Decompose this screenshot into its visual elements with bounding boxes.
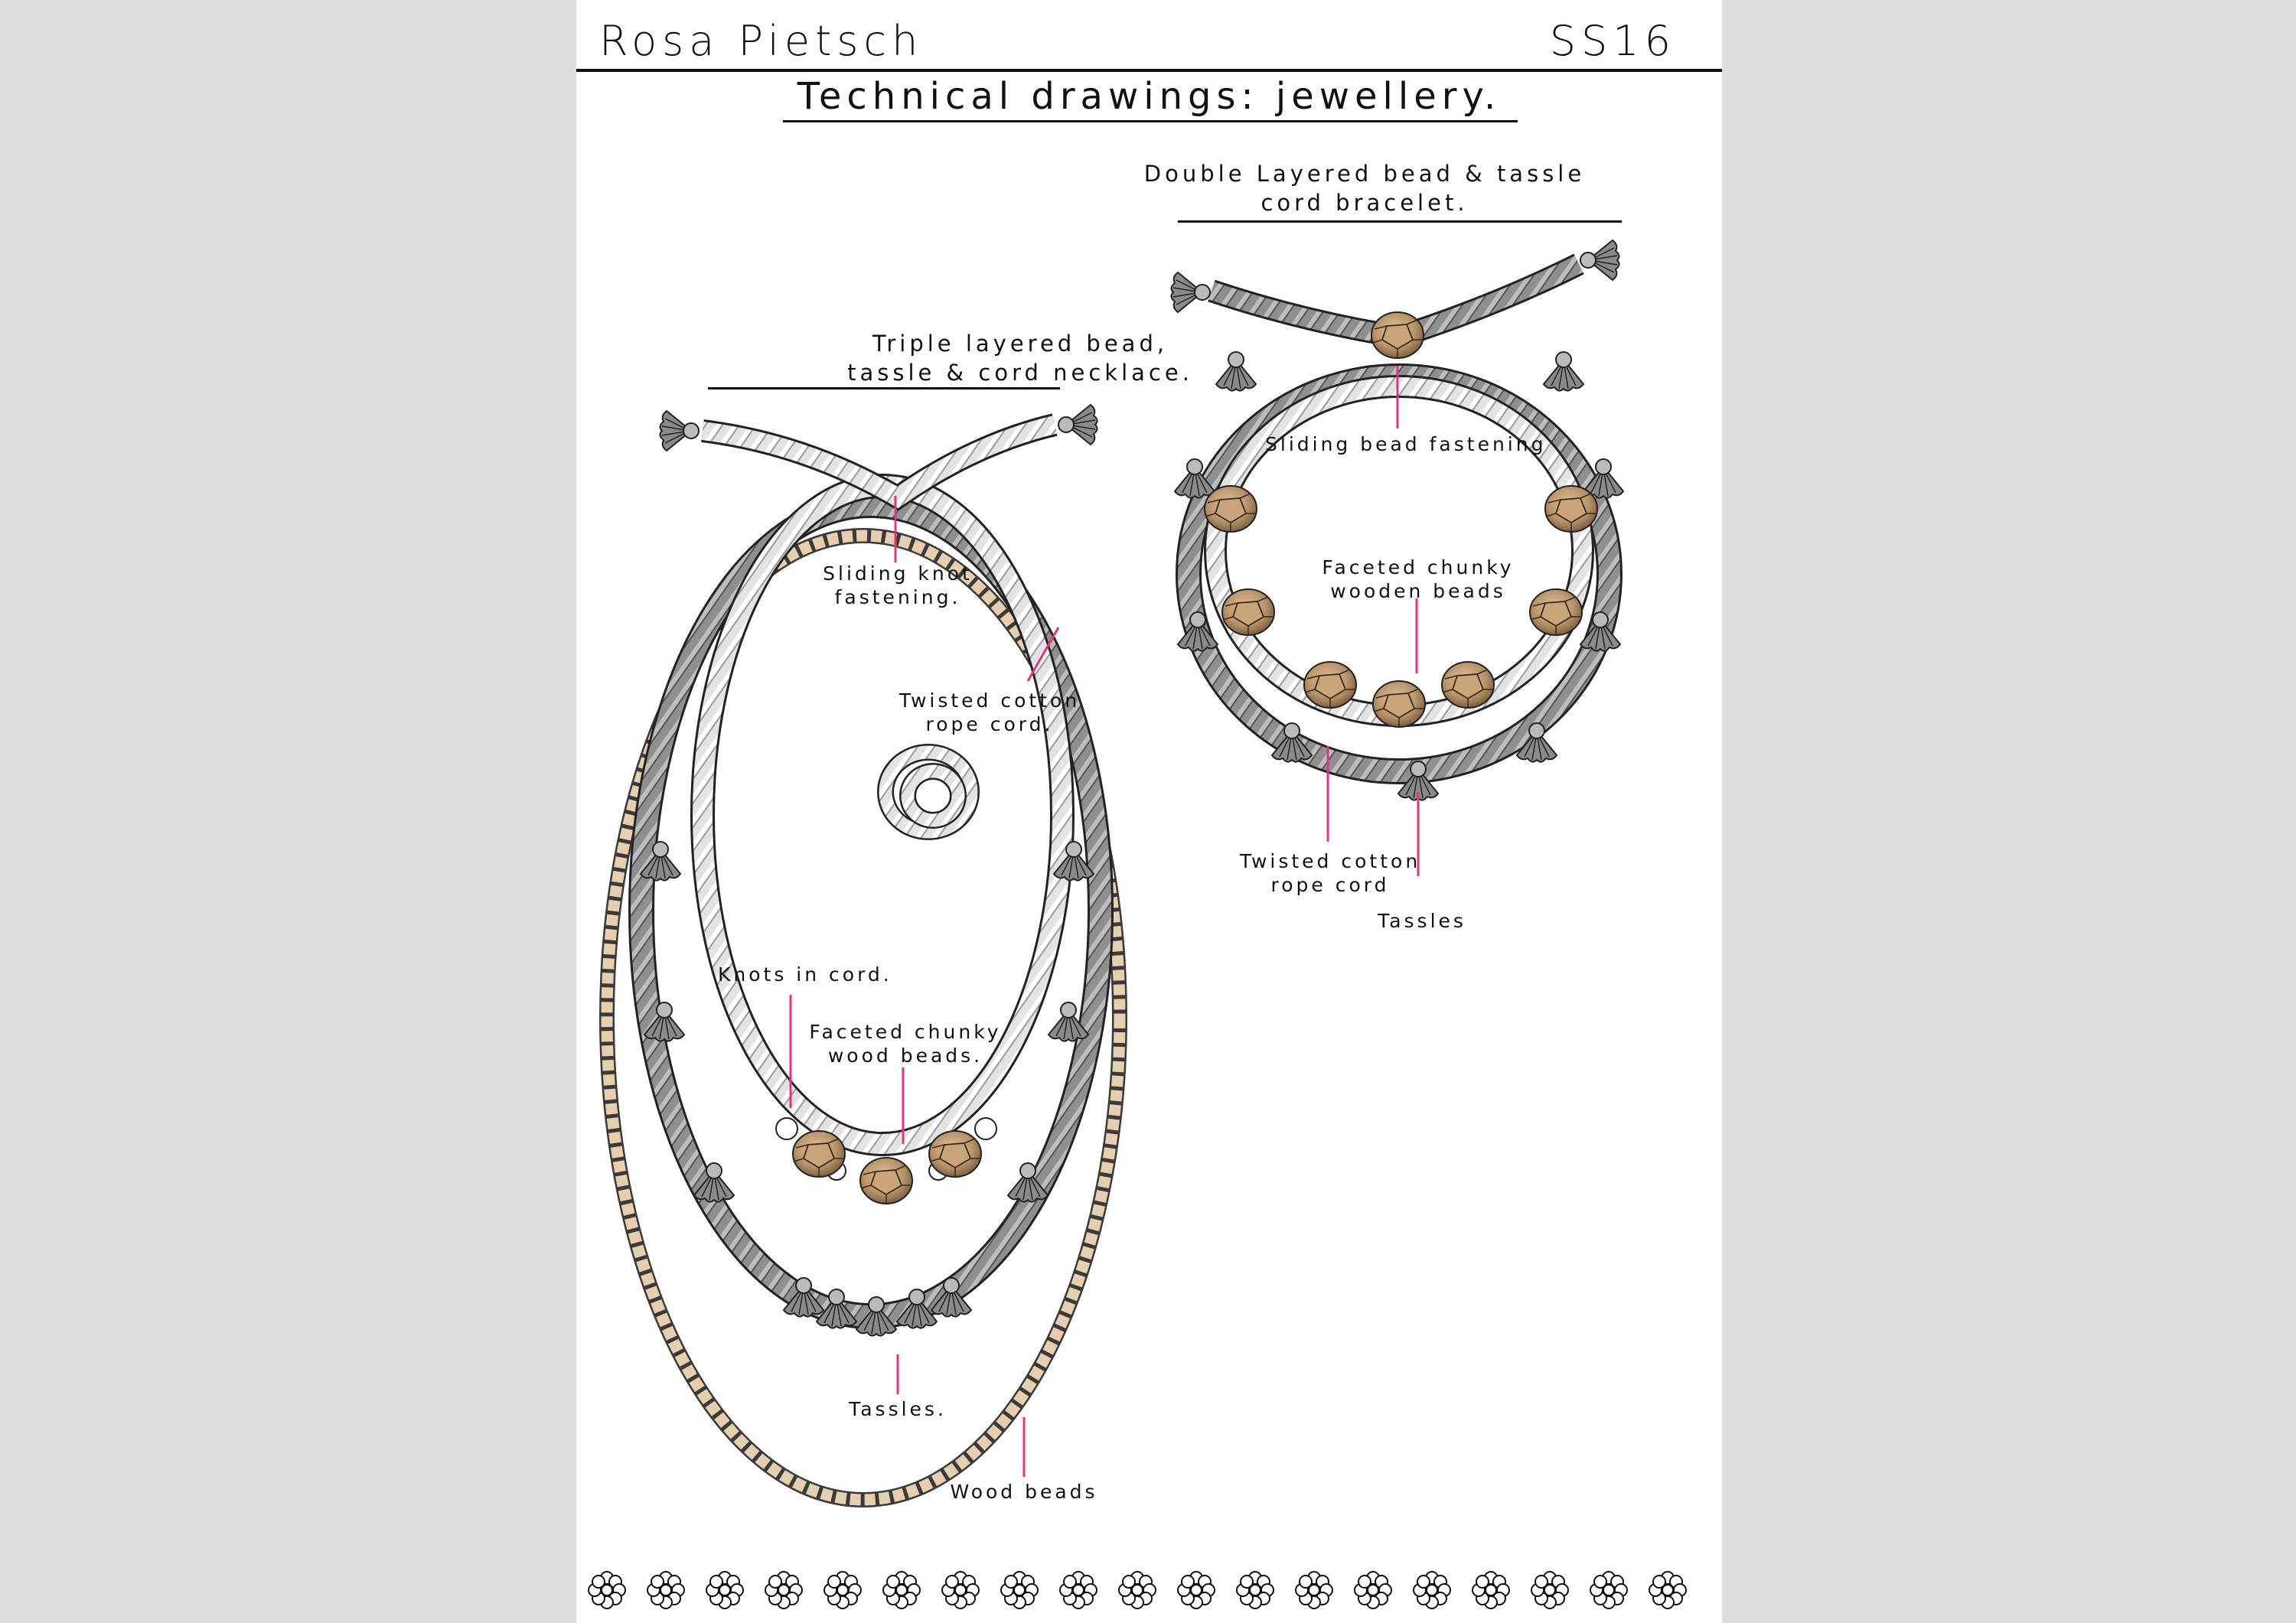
label-faceted-necklace-line2: wood beads. (827, 1045, 983, 1067)
bracelet-end-tassel-right (1580, 240, 1619, 280)
label-sliding-knot-line1: Sliding knot (823, 562, 973, 585)
bracelet-end-tassel-left (1171, 272, 1210, 312)
label-faceted-necklace-line1: Faceted chunky (809, 1021, 1002, 1043)
label-sliding-knot-line2: fastening. (834, 586, 961, 608)
necklace-knot-ends (703, 425, 1055, 497)
label-tassles-bracelet: Tassles (1378, 910, 1466, 932)
label-faceted-necklace (806, 1020, 1005, 1067)
label-knots-in-cord: Knots in cord. (718, 963, 892, 986)
page-title: Technical drawings: jewellery. (797, 75, 1502, 118)
bracelet-heading-line2: cord bracelet. (1261, 190, 1469, 216)
label-twisted-cord-bracelet-line2: rope cord (1270, 874, 1390, 896)
necklace-end-tassel-right (1058, 405, 1097, 445)
label-faceted-bracelet-line1: Faceted chunky (1322, 556, 1515, 578)
label-faceted-bracelet-line2: wooden beads (1330, 580, 1506, 602)
label-twisted-cord-necklace-line1: Twisted cotton (899, 689, 1081, 712)
necklace-end-tassel-left (660, 411, 699, 451)
label-twisted-cord-necklace (890, 689, 1089, 736)
necklace-heading-line2: tassle & cord necklace. (847, 360, 1193, 386)
label-sliding-bead: Sliding bead fastening (1265, 433, 1547, 455)
label-faceted-bracelet (1311, 556, 1525, 603)
necklace-heading-line1: Triple layered bead, (872, 331, 1169, 357)
header-author: Rosa Pietsch (599, 17, 924, 65)
label-twisted-cord-necklace-line2: rope cord. (925, 713, 1054, 735)
label-sliding-knot (814, 562, 982, 609)
bracelet-heading-line1: Double Layered bead & tassle (1143, 161, 1586, 187)
label-tassles-necklace: Tassles. (849, 1398, 947, 1420)
label-wood-beads: Wood beads (950, 1481, 1098, 1503)
rope-coil-sample (885, 752, 971, 832)
daisy-border (589, 1572, 1686, 1608)
tech-sheet (576, 0, 1722, 1623)
jewellery-drawings (576, 0, 1722, 1623)
label-twisted-cord-bracelet (1227, 849, 1433, 897)
label-twisted-cord-bracelet-line1: Twisted cotton (1239, 850, 1421, 872)
header-season: SS16 (1549, 17, 1676, 65)
